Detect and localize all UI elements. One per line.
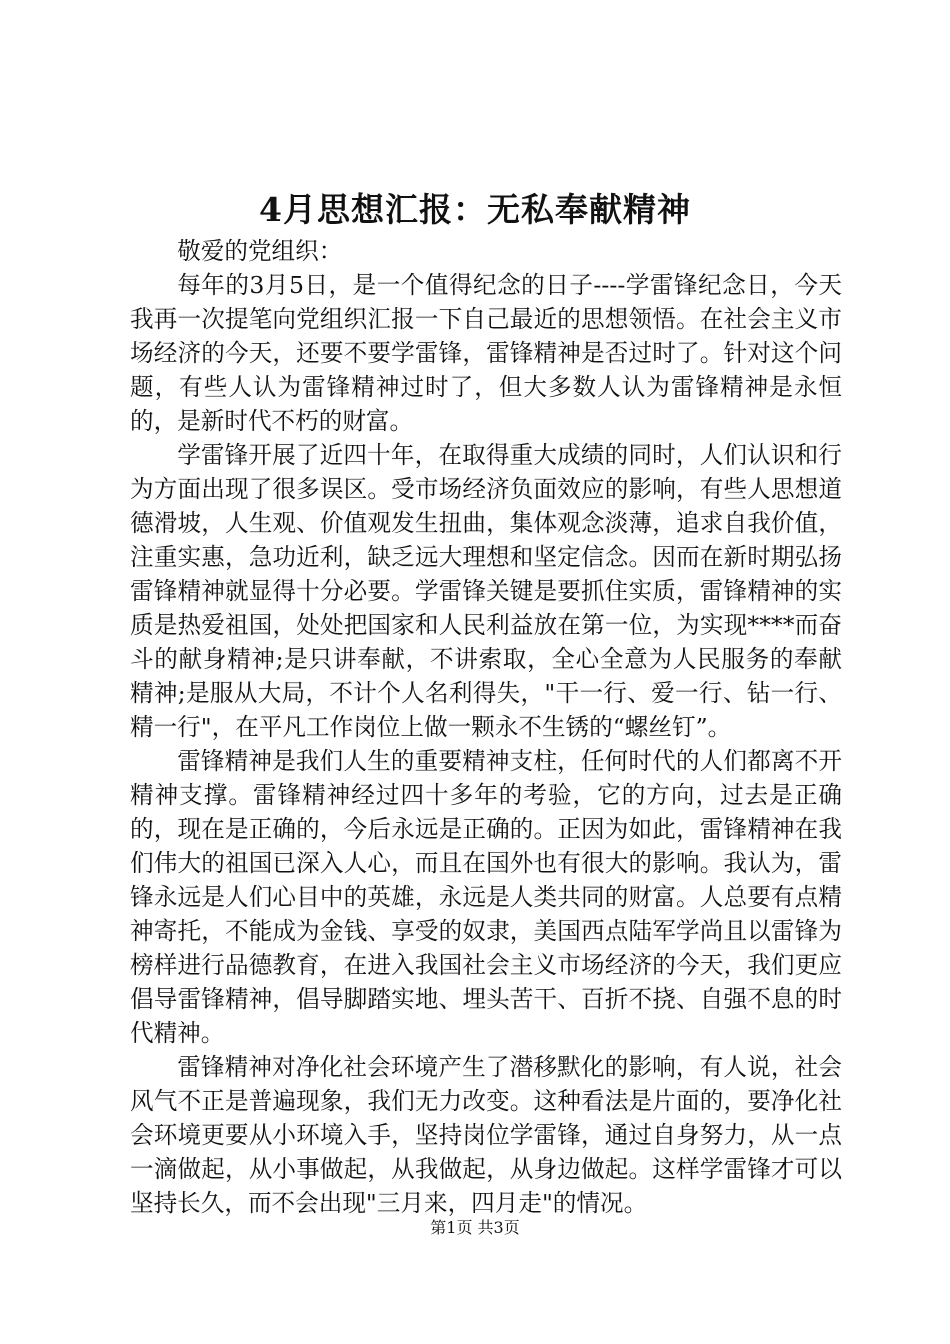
page-number-footer: 第1页 共3页: [430, 1218, 520, 1237]
paragraph-4: 雷锋精神对净化社会环境产生了潜移默化的影响，有人说，社会风气不正是普遍现象，我们无力改变。这种看法是片面的，要净化社会环境更要从小环境入手，坚持岗位学雷锋，通过自身努力，从一点一滴做起，从小事做起，从我做起，从身边做起。这样学雷锋才可以坚持长久，而不会出现"三月来，四月走"的情况。: [130, 1053, 842, 1217]
paragraph-1: 每年的3月5日，是一个值得纪念的日子----学雷锋纪念日，今天我再一次提笔向党组织汇报一下自己最近的思想领悟。在社会主义市场经济的今天，还要不要学雷锋，雷锋精神是否过时了。针对这个问题，有些人认为雷锋精神过时了，但大多数人认为雷锋精神是永恒的，是新时代不朽的财富。: [130, 271, 842, 435]
paragraph-3: 雷锋精神是我们人生的重要精神支柱，任何时代的人们都离不开精神支撑。雷锋精神经过四十多年的考验，它的方向，过去是正确的，现在是正确的，今后永远是正确的。正因为如此，雷锋精神在我们伟大的祖国已深入人心，而且在国外也有很大的影响。我认为，雷锋永远是人们心目中的英雄，永远是人类共同的财富。人总要有点精神寄托，不能成为金钱、享受的奴隶，美国西点陆军学尚且以雷锋为榜样进行品德教育，在进入我国社会主义市场经济的今天，我们更应倡导雷锋精神，倡导脚踏实地、埋头苦干、百折不挠、自强不息的时代精神。: [130, 747, 842, 1047]
document-body: [130, 234, 842, 1220]
document-title: 4月思想汇报：无私奉献精神: [259, 190, 691, 229]
salutation: 敬爱的党组织：: [177, 237, 343, 265]
paragraph-2: 学雷锋开展了近四十年，在取得重大成绩的同时，人们认识和行为方面出现了很多误区。受市场经济负面效应的影响，有些人思想道德滑坡，人生观、价值观发生扭曲，集体观念淡薄，追求自我价值，注重实惠，急功近利，缺乏远大理想和坚定信念。因而在新时期弘扬雷锋精神就显得十分必要。学雷锋关键是要抓住实质，雷锋精神的实质是热爱祖国，处处把国家和人民利益放在第一位，为实现****而奋斗的献身精神;是只讲奉献，不讲索取，全心全意为人民服务的奉献精神;是服从大局，不计个人名利得失，"干一行、爱一行、钻一行、精一行"，在平凡工作岗位上做一颗永不生锈的“螺丝钉”。: [130, 441, 842, 741]
